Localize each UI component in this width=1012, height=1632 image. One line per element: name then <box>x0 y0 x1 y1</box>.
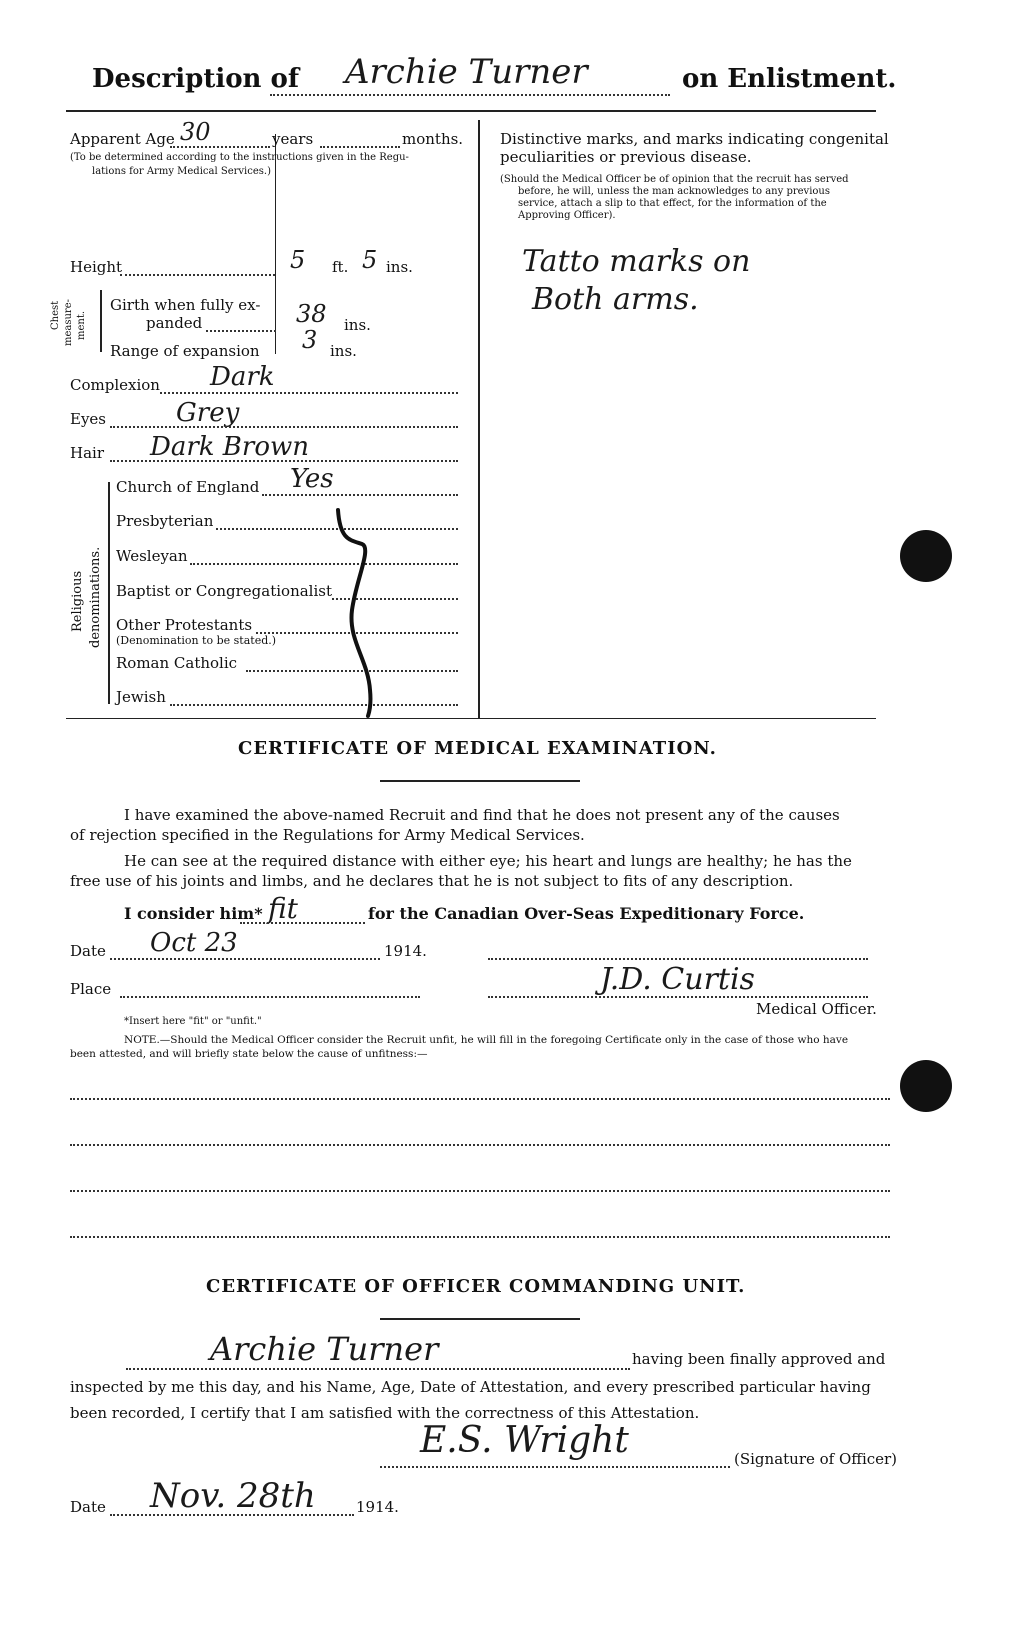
range-unit: ins. <box>330 342 357 360</box>
religion-church-of-england: Church of England <box>116 478 260 496</box>
medical-date-dots <box>110 958 380 960</box>
place-signature-dots <box>488 996 868 998</box>
place-dots <box>120 996 420 998</box>
column-divider <box>478 120 480 718</box>
section-rule-medical <box>66 718 876 719</box>
chest-side-label-3: ment. <box>76 310 87 340</box>
age-months-label: months. <box>402 130 464 148</box>
consider-suffix: for the Canadian Over-Seas Expeditionary Force. <box>368 904 805 923</box>
marks-title-line2: peculiarities or previous disease. <box>500 148 752 166</box>
range-label: Range of expansion <box>110 342 260 360</box>
range-value: 3 <box>302 326 318 354</box>
church-dots <box>262 494 458 496</box>
commanding-line1-suffix: having been finally approved and <box>632 1350 886 1368</box>
consider-prefix: I consider him* <box>124 904 263 923</box>
jewish-dots <box>170 704 458 706</box>
religion-value: Yes <box>290 464 334 494</box>
distinctive-marks-line1: Tatto marks on <box>522 244 751 279</box>
header-rule <box>66 110 876 112</box>
form-title-suffix: on Enlistment. <box>682 64 897 94</box>
commanding-line3: been recorded, I certify that I am satisfied with the correctness of this Attestation. <box>70 1404 700 1422</box>
complexion-dots <box>160 392 458 394</box>
marks-note-line3: service, attach a slip to that effect, for the information of the <box>518 198 827 209</box>
girth-label-line2: panded <box>146 314 203 332</box>
unfit-line-4 <box>70 1236 890 1238</box>
unfit-line-3 <box>70 1190 890 1192</box>
hair-label: Hair <box>70 444 104 462</box>
marks-note-line4: Approving Officer). <box>518 210 616 221</box>
medical-officer-signature: J.D. Curtis <box>600 962 755 997</box>
eyes-label: Eyes <box>70 410 106 428</box>
medical-heading-underline <box>380 780 580 782</box>
eyes-value: Grey <box>176 398 240 428</box>
religion-side-label-1: Religious <box>70 570 85 632</box>
commanding-officer-signature: E.S. Wright <box>420 1420 629 1461</box>
punch-hole-bottom <box>900 1060 952 1112</box>
distinctive-marks-line2: Both arms. <box>532 282 699 317</box>
religion-bracket <box>108 482 110 704</box>
religion-wesleyan: Wesleyan <box>116 547 188 565</box>
name-dotted-line <box>270 94 670 96</box>
marks-note-line2: before, he will, unless the man acknowledges to any previous <box>518 186 830 197</box>
hair-value: Dark Brown <box>150 432 309 462</box>
unfit-note-line2: been attested, and will briefly state below the cause of unfitness:— <box>70 1048 428 1060</box>
religion-jewish: Jewish <box>116 688 166 706</box>
chest-bracket <box>100 290 102 352</box>
age-value: 30 <box>180 118 211 146</box>
commanding-date-year: 1914. <box>356 1498 399 1516</box>
commanding-date-label: Date <box>70 1498 106 1516</box>
religion-side-label-2: denominations. <box>88 546 103 648</box>
fit-value: fit <box>268 892 298 925</box>
commanding-heading: CERTIFICATE OF OFFICER COMMANDING UNIT. <box>206 1276 746 1297</box>
religion-brace-stroke <box>320 500 390 720</box>
age-years-label: years <box>272 130 314 148</box>
signature-of-officer-label: (Signature of Officer) <box>734 1450 898 1468</box>
complexion-label: Complexion <box>70 376 160 394</box>
girth-dots <box>206 330 276 332</box>
medical-para1-line2: of rejection specified in the Regulations for Army Medical Services. <box>70 826 585 844</box>
age-label: Apparent Age <box>70 130 175 148</box>
medical-officer-label: Medical Officer. <box>756 1000 877 1018</box>
medical-para2-line2: free use of his joints and limbs, and he declares that he is not subject to fits of any description. <box>70 872 794 890</box>
religion-other-protestants: Other Protestants <box>116 616 253 634</box>
height-ft-value: 5 <box>290 246 306 274</box>
medical-heading: CERTIFICATE OF MEDICAL EXAMINATION. <box>238 738 717 759</box>
marks-note-line1: (Should the Medical Officer be of opinion that the recruit has served <box>500 174 849 185</box>
age-note-line2: lations for Army Medical Services.) <box>92 166 271 177</box>
height-dots <box>120 274 275 276</box>
chest-side-label-2: measure- <box>63 298 74 346</box>
chest-side-label-1: Chest <box>50 300 61 330</box>
unfit-note-line1: NOTE.—Should the Medical Officer consider the Recruit unfit, he will fill in the foregoing Certificate only in the case of those who have <box>124 1034 849 1046</box>
religion-roman-catholic: Roman Catholic <box>116 654 238 672</box>
commanding-date-dots <box>110 1514 354 1516</box>
marks-title-line1: Distinctive marks, and marks indicating congenital <box>500 130 889 148</box>
height-in-label: ins. <box>386 258 413 276</box>
punch-hole-top <box>900 530 952 582</box>
medical-para1-line1: I have examined the above-named Recruit and find that he does not present any of the causes <box>124 806 840 824</box>
religion-denomination-note: (Denomination to be stated.) <box>116 634 277 647</box>
height-label: Height <box>70 258 123 276</box>
hair-dots <box>110 460 458 462</box>
age-note-line1: (To be determined according to the instructions given in the Regu- <box>70 152 409 163</box>
months-dots <box>320 146 400 148</box>
unfit-line-2 <box>70 1144 890 1146</box>
girth-value: 38 <box>296 300 327 328</box>
medical-para2-line1: He can see at the required distance with either eye; his heart and lungs are healthy; he has the <box>124 852 852 870</box>
eyes-dots <box>110 426 458 428</box>
height-ft-label: ft. <box>332 258 349 276</box>
medical-date-year: 1914. <box>384 942 427 960</box>
girth-unit: ins. <box>344 316 371 334</box>
form-title-prefix: Description of <box>92 64 300 94</box>
commanding-name-dots <box>126 1368 630 1370</box>
religion-baptist: Baptist or Congregationalist <box>116 582 332 600</box>
recruit-name: Archie Turner <box>345 52 588 92</box>
commanding-heading-underline <box>380 1318 580 1320</box>
medical-signature-dots <box>488 958 868 960</box>
commanding-line2: inspected by me this day, and his Name, Age, Date of Attestation, and every prescribed particular having <box>70 1378 871 1396</box>
medical-date-value: Oct 23 <box>150 928 238 958</box>
complexion-value: Dark <box>210 362 275 392</box>
height-in-value: 5 <box>362 246 378 274</box>
age-dots <box>170 146 270 148</box>
insert-note: *Insert here "fit" or "unfit." <box>124 1016 262 1027</box>
inner-divider <box>275 134 276 354</box>
commanding-recruit-name: Archie Turner <box>210 1330 439 1368</box>
unfit-line-1 <box>70 1098 890 1100</box>
religion-presbyterian: Presbyterian <box>116 512 214 530</box>
fit-dots <box>240 922 365 924</box>
medical-date-label: Date <box>70 942 106 960</box>
commanding-date-value: Nov. 28th <box>150 1476 316 1516</box>
place-label: Place <box>70 980 112 998</box>
commanding-signature-dots <box>380 1466 730 1468</box>
girth-label-line1: Girth when fully ex- <box>110 296 261 314</box>
